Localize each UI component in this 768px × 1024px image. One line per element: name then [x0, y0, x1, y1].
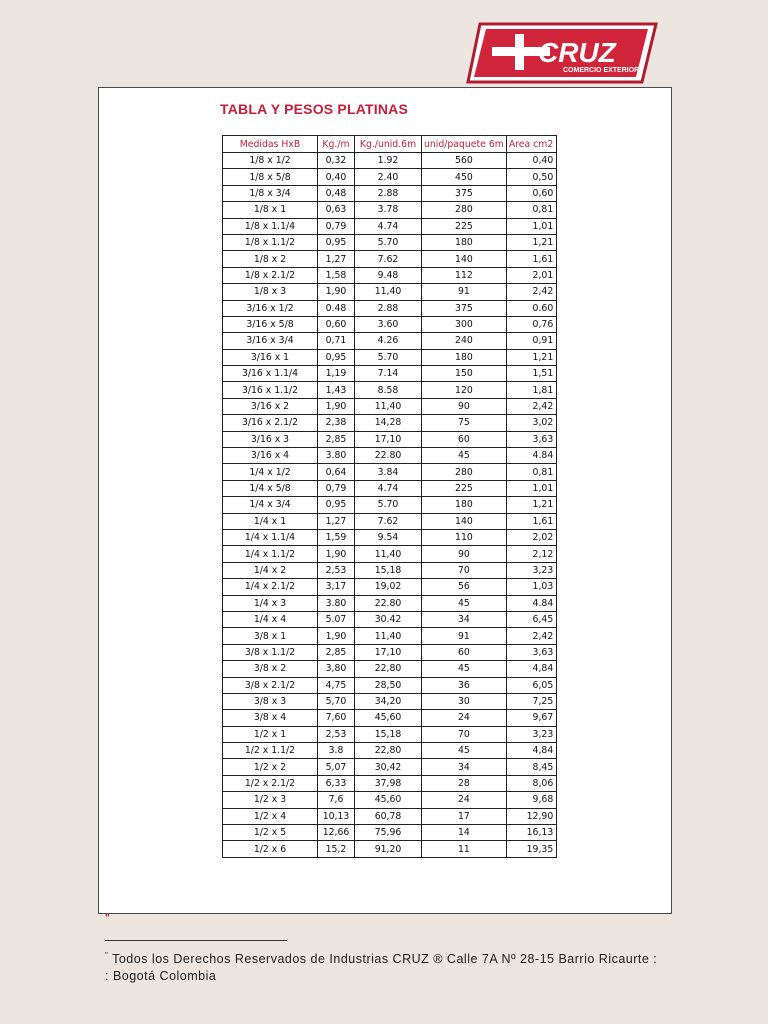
- footnote-text: Todos los Derechos Reservados de Industrias CRUZ ® Calle 7A Nº 28-15 Barrio Ricaurte : : Bogotá Colombia: [105, 952, 658, 984]
- table-cell: 1/2 x 1.1/2: [223, 743, 318, 759]
- table-cell: 1/4 x 2: [223, 562, 318, 578]
- table-cell: 0,91: [506, 333, 556, 349]
- table-cell: 560: [422, 153, 507, 169]
- column-header: Kg./m: [318, 136, 355, 153]
- table-cell: 2,53: [318, 726, 355, 742]
- table-cell: 1/4 x 1.1/4: [223, 529, 318, 545]
- table-cell: 15,18: [355, 726, 422, 742]
- table-row: [223, 808, 557, 824]
- table-row: [223, 775, 557, 791]
- table-cell: 37,98: [355, 775, 422, 791]
- table-cell: 0,40: [506, 153, 556, 169]
- table-cell: 180: [422, 497, 507, 513]
- table-cell: 0,76: [506, 316, 556, 332]
- table-cell: 0.60: [506, 300, 556, 316]
- table-cell: 140: [422, 251, 507, 267]
- table-cell: 1,27: [318, 251, 355, 267]
- table-cell: 1,19: [318, 366, 355, 382]
- table-cell: 1,58: [318, 267, 355, 283]
- table-cell: 91: [422, 628, 507, 644]
- table-row: [223, 595, 557, 611]
- table-cell: 6,05: [506, 677, 556, 693]
- table-row: [223, 366, 557, 382]
- table-cell: 3,23: [506, 562, 556, 578]
- table-cell: 1,21: [506, 349, 556, 365]
- table-cell: 3/16 x 5/8: [223, 316, 318, 332]
- table-cell: 0,60: [506, 185, 556, 201]
- table-cell: 8.58: [355, 382, 422, 398]
- table-cell: 5,70: [318, 693, 355, 709]
- table-header: [223, 136, 557, 153]
- table-cell: 140: [422, 513, 507, 529]
- table-row: [223, 300, 557, 316]
- table-cell: 14,28: [355, 415, 422, 431]
- table-cell: 0,81: [506, 464, 556, 480]
- table-cell: 3.60: [355, 316, 422, 332]
- table-cell: 90: [422, 546, 507, 562]
- table-cell: 5.70: [355, 349, 422, 365]
- table-cell: 1/8 x 1.1/4: [223, 218, 318, 234]
- table-cell: 0.48: [318, 300, 355, 316]
- table-cell: 75: [422, 415, 507, 431]
- footnote: [105, 947, 665, 985]
- table-cell: 3/16 x 4: [223, 448, 318, 464]
- table-cell: 28: [422, 775, 507, 791]
- table-cell: 1,21: [506, 234, 556, 250]
- table-cell: 60: [422, 431, 507, 447]
- table-cell: 1/8 x 1.1/2: [223, 234, 318, 250]
- table-cell: 2,02: [506, 529, 556, 545]
- table-row: [223, 284, 557, 300]
- table-cell: 0,79: [318, 480, 355, 496]
- table-cell: 70: [422, 726, 507, 742]
- table-row: [223, 792, 557, 808]
- table-cell: 1/8 x 1/2: [223, 153, 318, 169]
- table-cell: 1/8 x 5/8: [223, 169, 318, 185]
- table-cell: 1,90: [318, 284, 355, 300]
- table-cell: 1/8 x 1: [223, 202, 318, 218]
- table-cell: 2,42: [506, 284, 556, 300]
- table-row: [223, 693, 557, 709]
- table-cell: 0,95: [318, 349, 355, 365]
- table-row: [223, 464, 557, 480]
- table-cell: 11,40: [355, 284, 422, 300]
- table-cell: 1/2 x 6: [223, 841, 318, 857]
- table-cell: 120: [422, 382, 507, 398]
- table-cell: 9,68: [506, 792, 556, 808]
- table-cell: 1/4 x 3/4: [223, 497, 318, 513]
- table-cell: 1/2 x 2: [223, 759, 318, 775]
- table-cell: 3/16 x 2: [223, 398, 318, 414]
- table-cell: 3.84: [355, 464, 422, 480]
- table-cell: 3,02: [506, 415, 556, 431]
- table-cell: 3.80: [318, 448, 355, 464]
- table-row: [223, 480, 557, 496]
- table-cell: 22.80: [355, 448, 422, 464]
- table-cell: 4,84: [506, 743, 556, 759]
- table-cell: 3/16 x 1: [223, 349, 318, 365]
- table-cell: 30,42: [355, 759, 422, 775]
- table-cell: 1.92: [355, 153, 422, 169]
- page-title: TABLA Y PESOS PLATINAS: [220, 101, 408, 117]
- column-header: unid/paquete 6m: [422, 136, 507, 153]
- table-cell: 22,80: [355, 743, 422, 759]
- table-cell: 1,90: [318, 398, 355, 414]
- table-cell: 1/4 x 3: [223, 595, 318, 611]
- table-row: [223, 825, 557, 841]
- table-row: [223, 611, 557, 627]
- table-cell: 180: [422, 234, 507, 250]
- table-cell: 1,51: [506, 366, 556, 382]
- logo-tagline: COMERCIO EXTERIOR: [563, 67, 640, 74]
- table-cell: 70: [422, 562, 507, 578]
- table-cell: 4,75: [318, 677, 355, 693]
- table-cell: 2,85: [318, 431, 355, 447]
- table-row: [223, 202, 557, 218]
- table-cell: 5.07: [318, 611, 355, 627]
- table-row: [223, 316, 557, 332]
- table-cell: 4,84: [506, 661, 556, 677]
- table-cell: 1,03: [506, 579, 556, 595]
- table-cell: 280: [422, 464, 507, 480]
- table-row: [223, 349, 557, 365]
- table-cell: 0,32: [318, 153, 355, 169]
- table-cell: 45: [422, 661, 507, 677]
- table-cell: 16,13: [506, 825, 556, 841]
- table-cell: 4.74: [355, 218, 422, 234]
- table-cell: 1/8 x 3/4: [223, 185, 318, 201]
- table-row: [223, 562, 557, 578]
- table-row: [223, 153, 557, 169]
- table-cell: 3,63: [506, 644, 556, 660]
- table-cell: 11,40: [355, 398, 422, 414]
- table-cell: 36: [422, 677, 507, 693]
- table-cell: 1,90: [318, 546, 355, 562]
- table-cell: 7.62: [355, 513, 422, 529]
- table-cell: 30.42: [355, 611, 422, 627]
- table-row: [223, 497, 557, 513]
- table-cell: 6,33: [318, 775, 355, 791]
- table-cell: 1,43: [318, 382, 355, 398]
- table-cell: 1/4 x 4: [223, 611, 318, 627]
- table-cell: 2.40: [355, 169, 422, 185]
- table-cell: 60,78: [355, 808, 422, 824]
- table-cell: 0,79: [318, 218, 355, 234]
- table-cell: 9,67: [506, 710, 556, 726]
- table-cell: 0,71: [318, 333, 355, 349]
- logo-brand: CRUZ: [538, 37, 616, 68]
- table-cell: 5.70: [355, 497, 422, 513]
- table-cell: 0,95: [318, 234, 355, 250]
- table-cell: 2.88: [355, 300, 422, 316]
- table-cell: 1/8 x 2.1/2: [223, 267, 318, 283]
- table-cell: 3/16 x 1.1/2: [223, 382, 318, 398]
- table-cell: 5,07: [318, 759, 355, 775]
- table-cell: 8,45: [506, 759, 556, 775]
- table-cell: 450: [422, 169, 507, 185]
- table-row: [223, 251, 557, 267]
- table-cell: 5.70: [355, 234, 422, 250]
- table-row: [223, 579, 557, 595]
- table-cell: 3.78: [355, 202, 422, 218]
- table-cell: 10,13: [318, 808, 355, 824]
- table-cell: 1,90: [318, 628, 355, 644]
- table-cell: 6,45: [506, 611, 556, 627]
- table-cell: 300: [422, 316, 507, 332]
- table-cell: 3/8 x 2: [223, 661, 318, 677]
- table-cell: 1,27: [318, 513, 355, 529]
- table-cell: 12,66: [318, 825, 355, 841]
- table-cell: 0,64: [318, 464, 355, 480]
- table-cell: 3,63: [506, 431, 556, 447]
- table-cell: 1/2 x 4: [223, 808, 318, 824]
- table-cell: 2,53: [318, 562, 355, 578]
- table-cell: 45,60: [355, 792, 422, 808]
- table-cell: 1/4 x 1.1/2: [223, 546, 318, 562]
- table-cell: 7,60: [318, 710, 355, 726]
- table-cell: 180: [422, 349, 507, 365]
- table-cell: 19,02: [355, 579, 422, 595]
- table-cell: 34,20: [355, 693, 422, 709]
- table-cell: 150: [422, 366, 507, 382]
- table-cell: 22,80: [355, 661, 422, 677]
- table-cell: 14: [422, 825, 507, 841]
- table-row: [223, 333, 557, 349]
- table-cell: 1/2 x 5: [223, 825, 318, 841]
- table-cell: 75,96: [355, 825, 422, 841]
- weights-table: [222, 135, 557, 858]
- table-cell: 0,81: [506, 202, 556, 218]
- table-cell: 91: [422, 284, 507, 300]
- table-cell: 375: [422, 185, 507, 201]
- table-cell: 7,6: [318, 792, 355, 808]
- table-cell: 8,06: [506, 775, 556, 791]
- table-cell: 240: [422, 333, 507, 349]
- footnote-divider: [105, 940, 287, 941]
- table-cell: 0,48: [318, 185, 355, 201]
- table-row: [223, 841, 557, 857]
- table-cell: 3/8 x 1.1/2: [223, 644, 318, 660]
- table-cell: 1/4 x 1: [223, 513, 318, 529]
- table-row: [223, 267, 557, 283]
- table-cell: 12,90: [506, 808, 556, 824]
- table-cell: 1/8 x 2: [223, 251, 318, 267]
- table-row: [223, 546, 557, 562]
- column-header: Kg./unid.6m: [355, 136, 422, 153]
- footnote-marker: ": [105, 913, 110, 924]
- table-row: [223, 234, 557, 250]
- table-cell: 1,21: [506, 497, 556, 513]
- table-cell: 1,01: [506, 218, 556, 234]
- table-cell: 7.62: [355, 251, 422, 267]
- table-cell: 56: [422, 579, 507, 595]
- table-row: [223, 529, 557, 545]
- table-cell: 45: [422, 595, 507, 611]
- table-row: [223, 726, 557, 742]
- table-row: [223, 644, 557, 660]
- table-cell: 2,85: [318, 644, 355, 660]
- table-cell: 1/2 x 2.1/2: [223, 775, 318, 791]
- table-cell: 19,35: [506, 841, 556, 857]
- table-cell: 22.80: [355, 595, 422, 611]
- table-cell: 7,25: [506, 693, 556, 709]
- table-cell: 7.14: [355, 366, 422, 382]
- table-cell: 0,95: [318, 497, 355, 513]
- table-cell: 34: [422, 759, 507, 775]
- table-cell: 11,40: [355, 546, 422, 562]
- table-cell: 9.54: [355, 529, 422, 545]
- document-page: [98, 87, 672, 914]
- table-cell: 45: [422, 743, 507, 759]
- cruz-logo: [466, 20, 658, 86]
- table-row: [223, 677, 557, 693]
- table-cell: 45,60: [355, 710, 422, 726]
- table-cell: 1,81: [506, 382, 556, 398]
- table-cell: 3/16 x 2.1/2: [223, 415, 318, 431]
- table-cell: 17,10: [355, 644, 422, 660]
- table-cell: 1,61: [506, 513, 556, 529]
- table-row: [223, 169, 557, 185]
- table-cell: 3/16 x 1.1/4: [223, 366, 318, 382]
- table-cell: 60: [422, 644, 507, 660]
- table-row: [223, 448, 557, 464]
- table-cell: 1/4 x 5/8: [223, 480, 318, 496]
- table-row: [223, 759, 557, 775]
- table-cell: 1,59: [318, 529, 355, 545]
- table-cell: 2.88: [355, 185, 422, 201]
- table-cell: 225: [422, 480, 507, 496]
- table-cell: 3.8: [318, 743, 355, 759]
- table-cell: 3/8 x 1: [223, 628, 318, 644]
- table-cell: 3,23: [506, 726, 556, 742]
- table-cell: 11: [422, 841, 507, 857]
- table-cell: 1,61: [506, 251, 556, 267]
- table-cell: 3/16 x 3/4: [223, 333, 318, 349]
- table-cell: 4.74: [355, 480, 422, 496]
- table-cell: 28,50: [355, 677, 422, 693]
- table-cell: 91,20: [355, 841, 422, 857]
- table-row: [223, 398, 557, 414]
- table-cell: 24: [422, 792, 507, 808]
- table-cell: 4.26: [355, 333, 422, 349]
- table-cell: 1/4 x 1/2: [223, 464, 318, 480]
- table-cell: 0,40: [318, 169, 355, 185]
- table-cell: 2,01: [506, 267, 556, 283]
- table-cell: 1/4 x 2.1/2: [223, 579, 318, 595]
- table-cell: 3/8 x 3: [223, 693, 318, 709]
- table-cell: 17,10: [355, 431, 422, 447]
- table-row: [223, 415, 557, 431]
- table-cell: 0,50: [506, 169, 556, 185]
- table-cell: 9.48: [355, 267, 422, 283]
- table-cell: 280: [422, 202, 507, 218]
- table-row: [223, 628, 557, 644]
- table-row: [223, 218, 557, 234]
- table-cell: 0,63: [318, 202, 355, 218]
- table-cell: 3,17: [318, 579, 355, 595]
- table-cell: 1/2 x 3: [223, 792, 318, 808]
- table-cell: 90: [422, 398, 507, 414]
- table-cell: 110: [422, 529, 507, 545]
- column-header: Area cm2: [506, 136, 556, 153]
- table-cell: 225: [422, 218, 507, 234]
- table-row: [223, 513, 557, 529]
- table-cell: 15,18: [355, 562, 422, 578]
- table-row: [223, 661, 557, 677]
- table-cell: 4.84: [506, 595, 556, 611]
- table-cell: 3,80: [318, 661, 355, 677]
- footnote-ref: ": [105, 951, 109, 960]
- table-cell: 11,40: [355, 628, 422, 644]
- table-row: [223, 743, 557, 759]
- table-cell: 2,42: [506, 398, 556, 414]
- table-cell: 3/16 x 3: [223, 431, 318, 447]
- table-body: [223, 153, 557, 858]
- table-cell: 1,01: [506, 480, 556, 496]
- table-cell: 4.84: [506, 448, 556, 464]
- column-header: Medidas HxB: [223, 136, 318, 153]
- table-cell: 45: [422, 448, 507, 464]
- table-cell: 1/2 x 1: [223, 726, 318, 742]
- table-cell: 34: [422, 611, 507, 627]
- table-cell: 2,38: [318, 415, 355, 431]
- table-cell: 112: [422, 267, 507, 283]
- table-row: [223, 382, 557, 398]
- table-cell: 24: [422, 710, 507, 726]
- table-row: [223, 431, 557, 447]
- table-cell: 2,12: [506, 546, 556, 562]
- table-cell: 375: [422, 300, 507, 316]
- table-cell: 17: [422, 808, 507, 824]
- table-row: [223, 185, 557, 201]
- table-cell: 1/8 x 3: [223, 284, 318, 300]
- table-cell: 15,2: [318, 841, 355, 857]
- table-cell: 3/8 x 2.1/2: [223, 677, 318, 693]
- table-cell: 3.80: [318, 595, 355, 611]
- table-row: [223, 710, 557, 726]
- table-cell: 2,42: [506, 628, 556, 644]
- table-cell: 3/8 x 4: [223, 710, 318, 726]
- table-cell: 0,60: [318, 316, 355, 332]
- table-cell: 30: [422, 693, 507, 709]
- table-cell: 3/16 x 1/2: [223, 300, 318, 316]
